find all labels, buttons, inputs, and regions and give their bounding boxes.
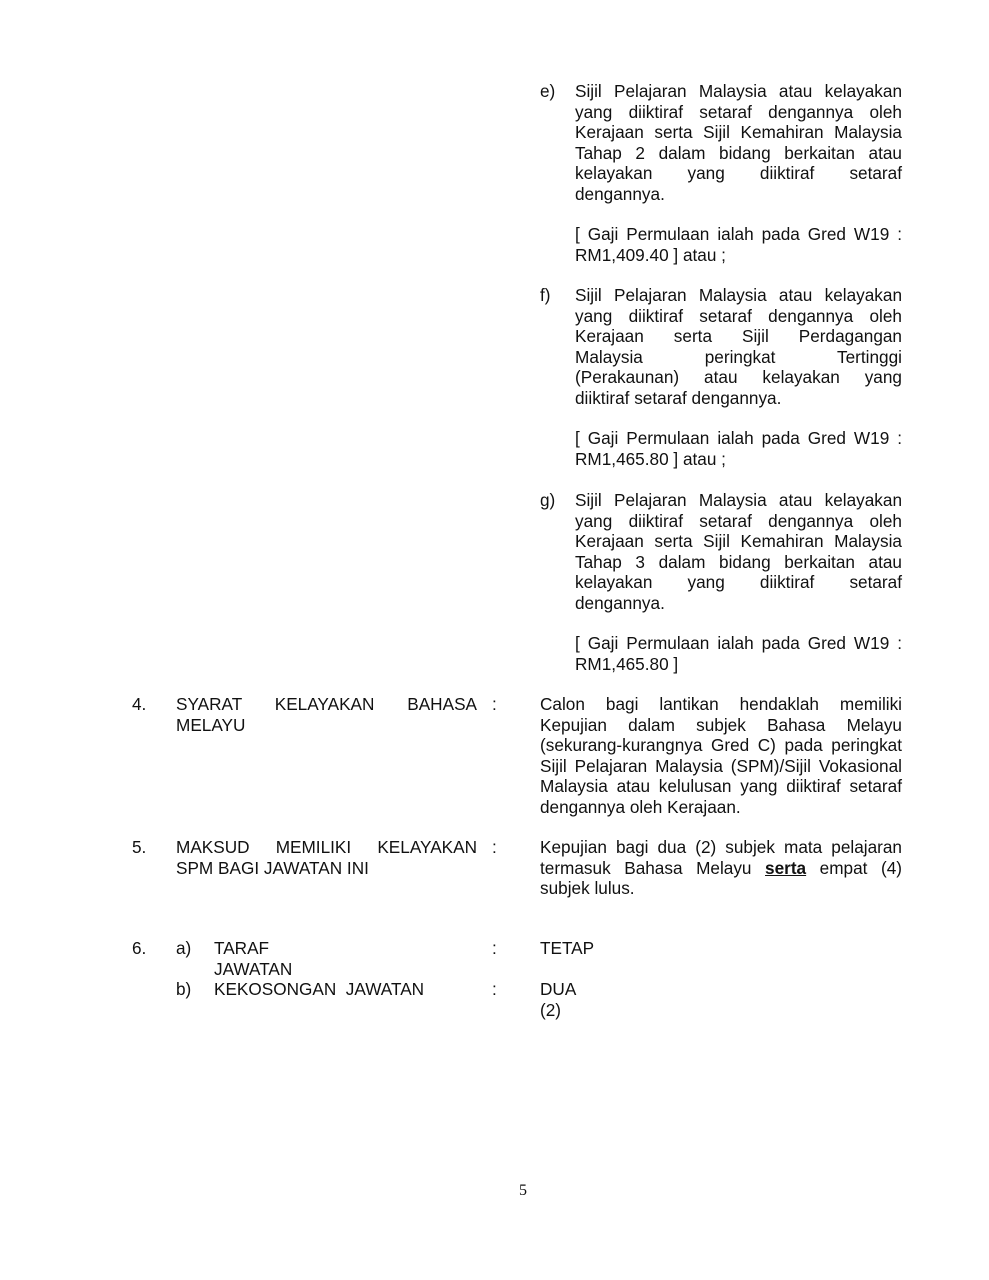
text-line: Sijil Pelajaran Malaysia (SPM)/Sijil Vokasional [540, 755, 902, 776]
salary-line: RM1,409.40 ] atau ; [575, 244, 726, 265]
text-line: dengannya. [575, 592, 665, 613]
text-line: Kepujian bagi dua (2) subjek mata pelajaran [540, 837, 902, 857]
emphasis-serta: serta [765, 857, 807, 878]
text-line: kelayakan yang diiktiraf setaraf [575, 163, 902, 183]
title-line: SYARAT KELAYAKAN BAHASA [176, 694, 477, 714]
text-line: Tahap 3 dalam bidang berkaitan atau [575, 551, 902, 572]
title-line: MAKSUD MEMILIKI KELAYAKAN [176, 837, 477, 857]
item-g-label: g) [540, 490, 556, 510]
item-f-salary [575, 428, 902, 469]
text-line: dengannya. [575, 183, 665, 204]
item-f-label: f) [540, 285, 551, 305]
item-f-text [575, 285, 902, 408]
section-colon: : [492, 837, 497, 857]
salary-line: [ Gaji Permulaan ialah pada Gred W19 : [575, 633, 902, 653]
text-line: kelayakan yang diiktiraf setaraf [575, 572, 902, 592]
salary-line: RM1,465.80 ] [575, 653, 679, 674]
sub-colon-a: : [492, 938, 497, 958]
text-line [540, 858, 902, 879]
text-line: Sijil Pelajaran Malaysia atau kelayakan [575, 490, 902, 510]
section-colon: : [492, 694, 497, 714]
item-e-label: e) [540, 81, 556, 101]
text-line: Kerajaan serta Sijil Kemahiran Malaysia [575, 531, 902, 551]
section-description [540, 837, 902, 899]
text-line: dengannya oleh Kerajaan. [540, 796, 741, 817]
sub-title-b: KEKOSONGAN JAWATAN [214, 979, 425, 999]
text-line: Tahap 2 dalam bidang berkaitan atau [575, 142, 902, 163]
text-line: diiktiraf setaraf dengannya. [575, 387, 782, 408]
title-line: SPM BAGI JAWATAN INI [176, 857, 369, 878]
text-part: termasuk Bahasa Melayu [540, 857, 766, 878]
text-line: Malaysia atau kelulusan yang diiktiraf setaraf [540, 776, 902, 796]
salary-line: RM1,465.80 ] atau ; [575, 448, 726, 469]
page-number: 5 [519, 1182, 527, 1199]
sub-label-b: b) [176, 979, 192, 999]
salary-line: [ Gaji Permulaan ialah pada Gred W19 : [575, 224, 902, 244]
section-title [176, 837, 477, 878]
item-g-salary [575, 633, 902, 674]
section-description [540, 694, 902, 817]
text-line: Kepujian dalam subjek Bahasa Melayu [540, 714, 902, 735]
sub-value-a: TETAP [540, 938, 595, 958]
text-line: yang diiktiraf setaraf dengannya oleh [575, 510, 902, 531]
text-line: Sijil Pelajaran Malaysia atau kelayakan [575, 285, 902, 305]
item-e-salary [575, 224, 902, 265]
text-line: Kerajaan serta Sijil Kemahiran Malaysia [575, 122, 902, 142]
sub-colon-b: : [492, 979, 497, 999]
sub-title-a: TARAF JAWATAN [214, 938, 293, 979]
text-line: yang diiktiraf setaraf dengannya oleh [575, 101, 902, 122]
item-g-text [575, 490, 902, 613]
text-line: (sekurang-kurangnya Gred C) pada peringkat [540, 735, 902, 755]
text-line: (Perakaunan) atau kelayakan yang [575, 367, 902, 387]
section-number: 6. [132, 938, 147, 958]
salary-line: [ Gaji Permulaan ialah pada Gred W19 : [575, 428, 902, 448]
sub-value-b: DUA (2) [540, 979, 576, 1020]
section-number: 4. [132, 694, 147, 714]
section-number: 5. [132, 837, 147, 857]
text-line: Sijil Pelajaran Malaysia atau kelayakan [575, 81, 902, 101]
sub-label-a: a) [176, 938, 192, 958]
title-line: MELAYU [176, 714, 246, 735]
item-e-text [575, 81, 902, 204]
text-line: Kerajaan serta Sijil Perdagangan [575, 326, 902, 346]
text-line: yang diiktiraf setaraf dengannya oleh [575, 305, 902, 326]
text-line: Calon bagi lantikan hendaklah memiliki [540, 694, 902, 714]
text-line: Malaysia peringkat Tertinggi [575, 346, 902, 367]
text-line: subjek lulus. [540, 878, 635, 898]
text-part: empat (4) [806, 857, 902, 878]
section-title [176, 694, 477, 735]
